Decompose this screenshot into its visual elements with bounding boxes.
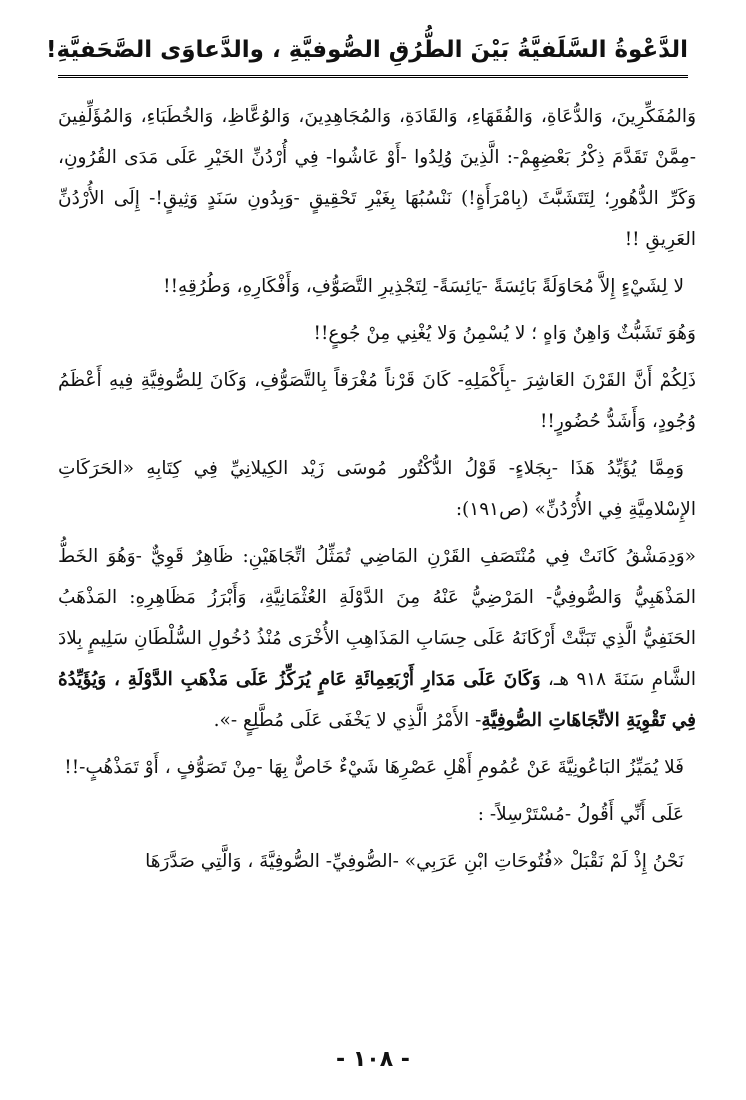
quote-text: «وَدِمَشْقُ كَانَتْ فِي مُنْتَصَفِ القَرْنِ المَاضِي تُمَثِّلُ اتِّجَاهَيْنِ: ظَاهِرٌ قَوِيٌّ -وَهُوَ الخَطُّ المَذْهَبِيُّ وَالصُّوفِيُّ- المَرْضِيُّ عَنْهُ مِنَ الدَّوْلَةِ العُثْمَانِيَّةِ، وَأَبْرَزُ مَظَاهِرِهِ: المَذْهَبُ الحَنَفِيُّ الَّذِي تَبَنَّتْ أَرْكَانَهُ عَلَى حِسَابِ المَذَاهِبِ الأُخْرَى مُنْذُ دُخُولِ السُّلْطَانِ سَلِيمٍ بِلادَ الشَّامِ سَنَةَ ٩١٨ هـ، bbox=[58, 546, 696, 690]
paragraph-8: عَلَى أَنِّي أَقُولُ -مُسْتَرْسِلاً- : bbox=[477, 804, 684, 825]
paragraph-1: وَالمُفَكِّرِينَ، وَالدُّعَاةِ، وَالفُقَهَاءِ، وَالقَادَةِ، وَالمُجَاهِدِينَ، وَالوُعَّاظِ، وَالخُطَبَاءِ، وَالمُؤَلِّفِينَ -مِمَّنْ تَقَدَّمَ ذِكْرُ بَعْضِهِمْ-: الَّذِينَ وُلِدُوا -أَوْ عَاشُوا- فِي أُرْدُنِّ الخَيْرِ عَلَى مَدَى القُرُونِ، وَكَرِّ الدُّهُورِ؛ لِتَتَشَبَّثَ (بِامْرَأَةٍ!) نَنْسُبُهَا بِغَيْرِ تَحْقِيقٍ -وَبِدُونِ سَنَدٍ وَثِيقٍ!- إِلَى الأُرْدُنِّ العَرِيقِ !! bbox=[58, 106, 696, 250]
running-header bbox=[46, 30, 688, 78]
paragraph-2: لا لِشَيْءٍ إِلاَّ مُحَاوَلَةً بَائِسَةً -يَائِسَةً- لِتَجْذِيرِ التَّصَوُّفِ، وَأَفْكَارِهِ، وَطُرُقِهِ!! bbox=[163, 276, 684, 297]
paragraph-9: نَحْنُ إِذْ لَمْ نَقْبَلْ «فُتُوحَاتِ ابْنِ عَرَبِي» -الصُّوفِيِّ- الصُّوفِيَّةَ ، وَالَّتِي صَدَّرَهَا bbox=[145, 851, 684, 872]
paragraph-3: وَهُوَ تَشَبُّثٌ وَاهِنٌ وَاهٍ ؛ لا يُسْمِنُ وَلا يُغْنِي مِنْ جُوعٍ!! bbox=[313, 323, 696, 344]
paragraph-4: ذَلِكُمْ أَنَّ القَرْنَ العَاشِرَ -بِأَكْمَلِهِ- كَانَ قَرْناً مُغْرَقاً بِالتَّصَوُّفِ، وَكَانَ لِلصُّوفِيَّةِ فِيهِ أَعْظَمُ وُجُودٍ، وَأَشَدُّ حُضُورٍ!! bbox=[58, 370, 696, 432]
paragraph-5: وَمِمَّا يُؤَيِّدُ هَذَا -بِجَلاءٍ- قَوْلُ الدُّكْتُور مُوسَى زَيْد الكِيلانِيِّ فِي كِتَابِهِ «الحَرَكَاتِ الإِسْلامِيَّةِ فِي الأُرْدُنِّ» (ص١٩١): bbox=[58, 458, 696, 520]
page-body bbox=[58, 96, 696, 888]
paragraph-6-quote bbox=[58, 536, 696, 741]
paragraph-7: فَلا يُمَيِّزُ البَاعُونِيَّةَ عَنْ عُمُومِ أَهْلِ عَصْرِهَا شَيْءٌ خَاصٌّ بِهَا -مِنْ تَصَوُّفٍ ، أَوْ تَمَذْهُبٍ-!! bbox=[64, 757, 684, 778]
page-number: - ١٠٨ - bbox=[336, 1047, 410, 1072]
header-title: الدَّعْوةُ السَّلَفيَّةُ بَيْنَ الطُّرُقِ الصُّوفيَّةِ ، والدَّعاوَى الصَّحَفيَّةِ! bbox=[46, 37, 688, 63]
header-rule bbox=[58, 75, 688, 78]
quote-bold-text: وَكَانَ عَلَى مَدَارِ أَرْبَعِمِائَةِ عَامٍ يُرَكِّزُ عَلَى مَذْهَبِ الدَّوْلَةِ ، وَيُؤَيِّدُهُ فِي تَقْوِيَةِ الاتِّجَاهَاتِ الصُّوفِيَّةِ bbox=[58, 669, 696, 731]
quote-tail-text: - الأَمْرُ الَّذِي لا يَخْفَى عَلَى مُطَّلِعٍ -». bbox=[213, 710, 482, 731]
